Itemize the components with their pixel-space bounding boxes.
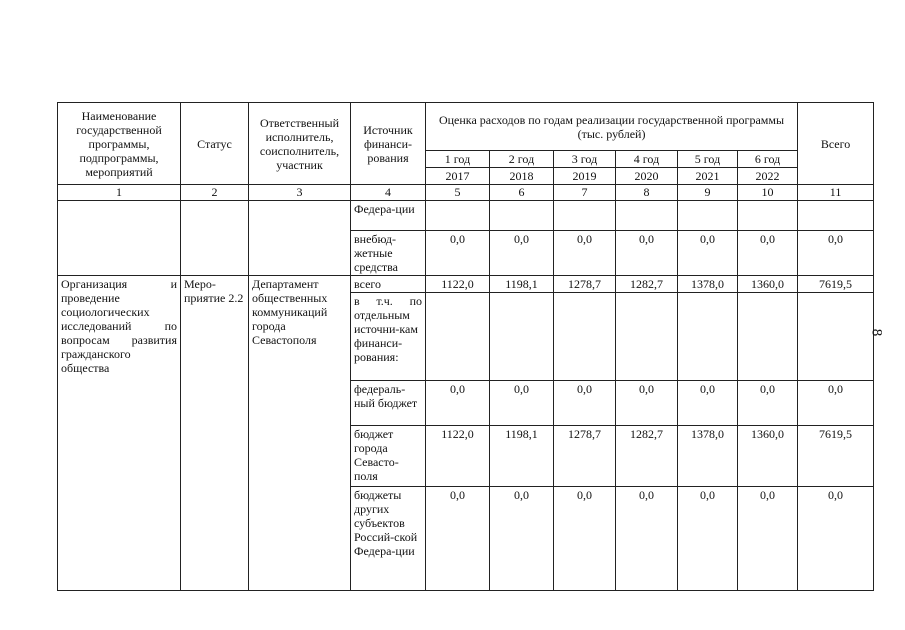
year-value: 2017: [426, 168, 490, 185]
source-cell: внебюд-жетные средства: [351, 231, 426, 276]
value-cell: 0,0: [738, 381, 798, 426]
header-source: Источник финанси-рования: [351, 103, 426, 185]
header-name: Наименование государственной программы, подпрограммы, мероприятий: [58, 103, 181, 185]
value-cell: 0,0: [554, 381, 616, 426]
value-cell: 0,0: [678, 381, 738, 426]
event-executor: Департамент общественных коммуникаций города Севастополя: [249, 276, 351, 591]
column-number: 6: [490, 185, 554, 201]
value-cell: 1282,7: [616, 276, 678, 293]
value-cell: [798, 293, 874, 381]
value-cell: 0,0: [616, 381, 678, 426]
header-total: Всего: [798, 103, 874, 185]
value-cell: 1122,0: [426, 426, 490, 487]
column-number: 2: [181, 185, 249, 201]
value-cell: 0,0: [490, 487, 554, 591]
column-number: 7: [554, 185, 616, 201]
empty-cell: [181, 201, 249, 276]
value-cell: [798, 201, 874, 231]
value-cell: [426, 201, 490, 231]
value-cell: 0,0: [490, 381, 554, 426]
year-value: 2022: [738, 168, 798, 185]
event-status: Меро-приятие 2.2: [181, 276, 249, 591]
value-cell: 0,0: [426, 487, 490, 591]
column-number: 4: [351, 185, 426, 201]
value-cell: 0,0: [554, 487, 616, 591]
value-cell: [426, 293, 490, 381]
column-number: 10: [738, 185, 798, 201]
value-cell: 1360,0: [738, 426, 798, 487]
value-cell: [616, 201, 678, 231]
value-cell: 0,0: [798, 487, 874, 591]
value-cell: 0,0: [490, 231, 554, 276]
event-name: Организация и проведение социологических исследований по вопросам развития гражданского общества: [58, 276, 181, 591]
year-value: 2018: [490, 168, 554, 185]
year-label: 4 год: [616, 151, 678, 168]
column-number: 11: [798, 185, 874, 201]
value-cell: 7619,5: [798, 426, 874, 487]
value-cell: [738, 201, 798, 231]
value-cell: 1378,0: [678, 276, 738, 293]
empty-cell: [249, 201, 351, 276]
source-cell: бюджет города Севасто-поля: [351, 426, 426, 487]
year-label: 2 год: [490, 151, 554, 168]
value-cell: 1360,0: [738, 276, 798, 293]
column-number: 3: [249, 185, 351, 201]
year-label: 6 год: [738, 151, 798, 168]
budget-table: [57, 102, 874, 591]
year-label: 3 год: [554, 151, 616, 168]
value-cell: [616, 293, 678, 381]
value-cell: 0,0: [678, 231, 738, 276]
header-row-1: [58, 103, 874, 151]
empty-cell: [58, 201, 181, 276]
source-cell: всего: [351, 276, 426, 293]
value-cell: [738, 293, 798, 381]
column-number: 9: [678, 185, 738, 201]
value-cell: 1198,1: [490, 426, 554, 487]
year-label: 1 год: [426, 151, 490, 168]
value-cell: 0,0: [426, 381, 490, 426]
value-cell: 1122,0: [426, 276, 490, 293]
column-number: 8: [616, 185, 678, 201]
column-numbers-row: [58, 185, 874, 201]
header-status: Статус: [181, 103, 249, 185]
value-cell: 1378,0: [678, 426, 738, 487]
value-cell: 1278,7: [554, 426, 616, 487]
value-cell: 0,0: [616, 487, 678, 591]
value-cell: 0,0: [554, 231, 616, 276]
value-cell: [490, 293, 554, 381]
year-value: 2020: [616, 168, 678, 185]
year-value: 2021: [678, 168, 738, 185]
value-cell: 0,0: [426, 231, 490, 276]
value-cell: 1278,7: [554, 276, 616, 293]
year-label: 5 год: [678, 151, 738, 168]
value-cell: [678, 201, 738, 231]
table-row: [58, 276, 874, 293]
value-cell: 0,0: [738, 231, 798, 276]
column-number: 1: [58, 185, 181, 201]
value-cell: 0,0: [738, 487, 798, 591]
value-cell: 0,0: [798, 231, 874, 276]
year-value: 2019: [554, 168, 616, 185]
source-cell: Федера-ции: [351, 201, 426, 231]
page-number: 8: [868, 328, 885, 337]
table-row: [58, 201, 874, 231]
value-cell: 7619,5: [798, 276, 874, 293]
value-cell: 0,0: [616, 231, 678, 276]
value-cell: [554, 293, 616, 381]
value-cell: 0,0: [678, 487, 738, 591]
value-cell: 0,0: [798, 381, 874, 426]
header-estimate: Оценка расходов по годам реализации государственной программы (тыс. рублей): [426, 103, 798, 151]
header-executor: Ответственный исполнитель, соисполнитель, участник: [249, 103, 351, 185]
value-cell: 1282,7: [616, 426, 678, 487]
column-number: 5: [426, 185, 490, 201]
value-cell: [554, 201, 616, 231]
value-cell: [490, 201, 554, 231]
source-cell: федераль-ный бюджет: [351, 381, 426, 426]
source-cell: в т.ч. по отдельным источни-кам финанси-рования:: [351, 293, 426, 381]
source-cell: бюджеты других субъектов Россий-ской Федера-ции: [351, 487, 426, 591]
value-cell: 1198,1: [490, 276, 554, 293]
value-cell: [678, 293, 738, 381]
